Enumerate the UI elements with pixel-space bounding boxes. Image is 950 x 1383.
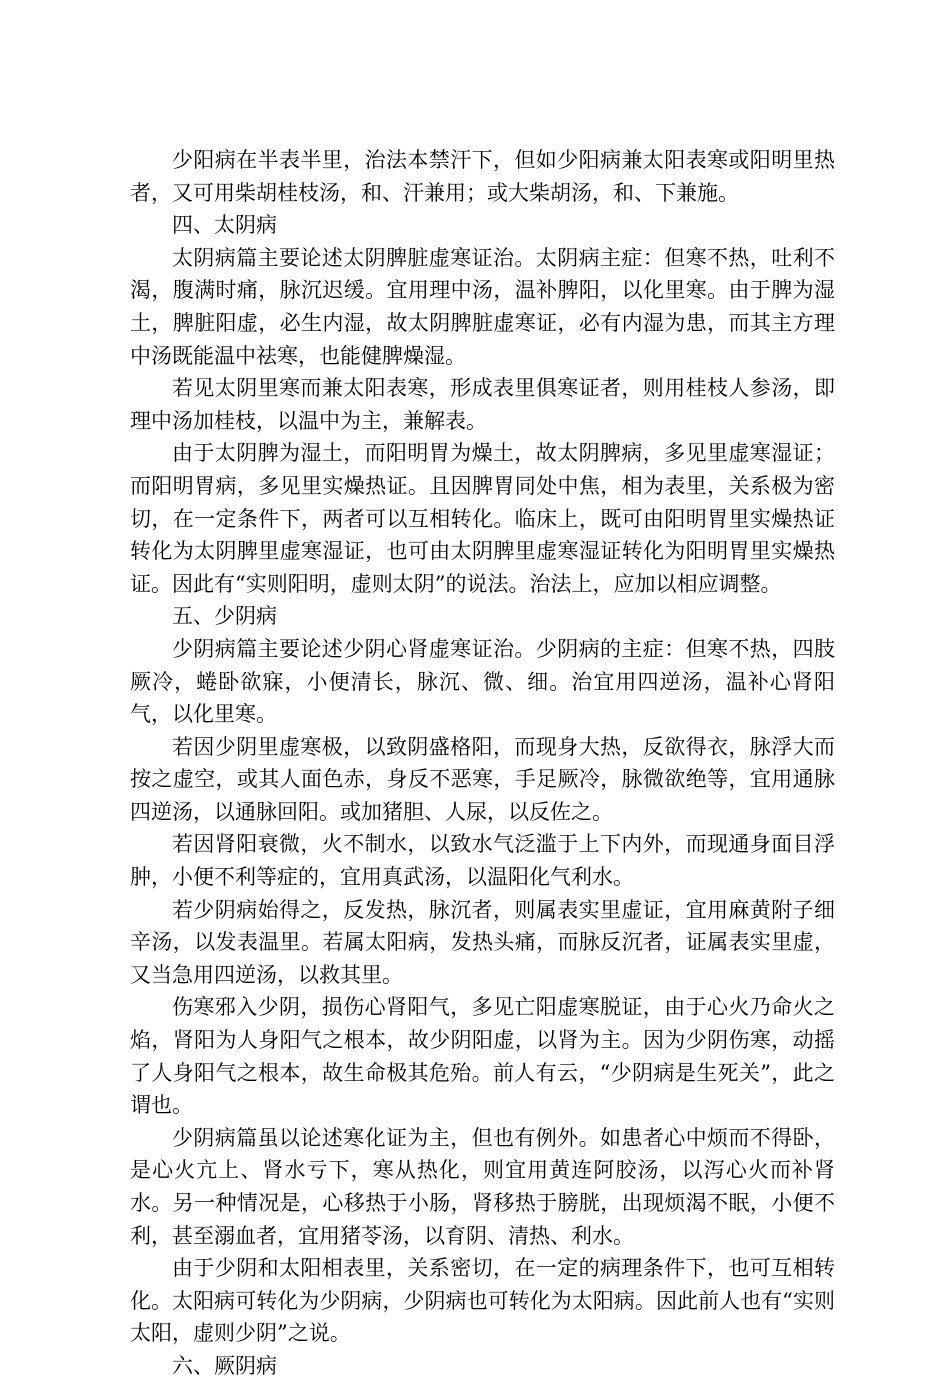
paragraph-shaoyin-rehua: 少阴病篇虽以论述寒化证为主，但也有例外。如患者心中烦而不得卧，是心火亢上、肾水亏下，寒从热化，则宜用黄连阿胶汤，以泻心火而补肾水。另一种情况是，心移热于小肠，肾移热于膀胱，出现烦渴不眠，小便不利，甚至溺血者，宜用猪苓汤，以育阴、清热、利水。 [130, 1125, 835, 1248]
section-heading-shaoyin: 五、少阴病 [172, 604, 277, 629]
section-heading-taiyin: 四、太阴病 [172, 213, 277, 238]
paragraph-shaoyin-mahuang: 若少阴病始得之，反发热，脉沉者，则属表实里虚证，宜用麻黄附子细辛汤，以发表温里。若属太阳病，发热头痛，而脉反沉者，证属表实里虚，又当急用四逆汤，以救其里。 [130, 897, 835, 987]
paragraph-shaoyin-main: 少阴病篇主要论述少阴心肾虚寒证治。少阴病的主症：但寒不热，四肢厥冷，蜷卧欲寐，小便清长，脉沉、微、细。治宜用四逆汤，温补心肾阳气，以化里寒。 [130, 636, 835, 727]
paragraph-taiyin-biaohan: 若见太阴里寒而兼太阳表寒，形成表里俱寒证者，则用桂枝人参汤，即理中汤加桂枝，以温中为主，兼解表。 [130, 376, 835, 433]
paragraph-shaoyin-taiyang: 由于少阴和太阳相表里，关系密切，在一定的病理条件下，也可互相转化。太阳病可转化为少阴病，少阴病也可转化为太阳病。因此前人也有“实则太阳，虚则少阴”之说。 [130, 1256, 835, 1346]
paragraph-taiyin-yangming: 由于太阴脾为湿土，而阳明胃为燥土，故太阴脾病，多见里虚寒湿证；而阳明胃病，多见里实燥热证。且因脾胃同处中焦，相为表里，关系极为密切，在一定条件下，两者可以互相转化。临床上，既可由阳明胃里实燥热证转化为太阴脾里虚寒湿证，也可由太阴脾里虚寒湿证转化为阳明胃里实燥热证。因此有“实则阳明，虚则太阴”的说法。治法上，应加以相应调整。 [130, 441, 835, 596]
paragraph-shaoyin-wangyang: 伤寒邪入少阴，损伤心肾阳气，多见亡阳虚寒脱证，由于心火乃命火之焰，肾阳为人身阳气之根本，故少阴阳虚，以肾为主。因为少阴伤寒，动摇了人身阳气之根本，故生命极其危殆。前人有云，“少阴病是生死关”，此之谓也。 [130, 995, 835, 1118]
paragraph-taiyin-main: 太阴病篇主要论述太阴脾脏虚寒证治。太阴病主症：但寒不热，吐利不渴，腹满时痛，脉沉迟缓。宜用理中汤，温补脾阳，以化里寒。由于脾为湿土，脾脏阳虚，必生内湿，故太阴脾脏虚寒证，必有内湿为患，而其主方理中汤既能温中祛寒，也能健脾燥湿。 [130, 245, 835, 368]
paragraph-shaoyang-summary: 少阳病在半表半里，治法本禁汗下，但如少阳病兼太阳表寒或阳明里热者，又可用柴胡桂枝汤，和、汗兼用；或大柴胡汤，和、下兼施。 [130, 148, 835, 205]
document-page [130, 144, 835, 1383]
paragraph-shaoyin-zhenwu: 若因肾阳衰微，火不制水，以致水气泛滥于上下内外，而现通身面目浮肿，小便不利等症的，宜用真武汤，以温阳化气利水。 [130, 832, 835, 890]
section-heading-jueyin: 六、厥阴病 [172, 1353, 277, 1378]
paragraph-shaoyin-gեyang: 若因少阴里虚寒极，以致阴盛格阳，而现身大热，反欲得衣，脉浮大而按之虚空，或其人面色赤，身反不恶寒，手足厥冷，脉微欲绝等，宜用通脉四逆汤，以通脉回阳。或加猪胆、人尿，以反佐之。 [130, 734, 835, 824]
